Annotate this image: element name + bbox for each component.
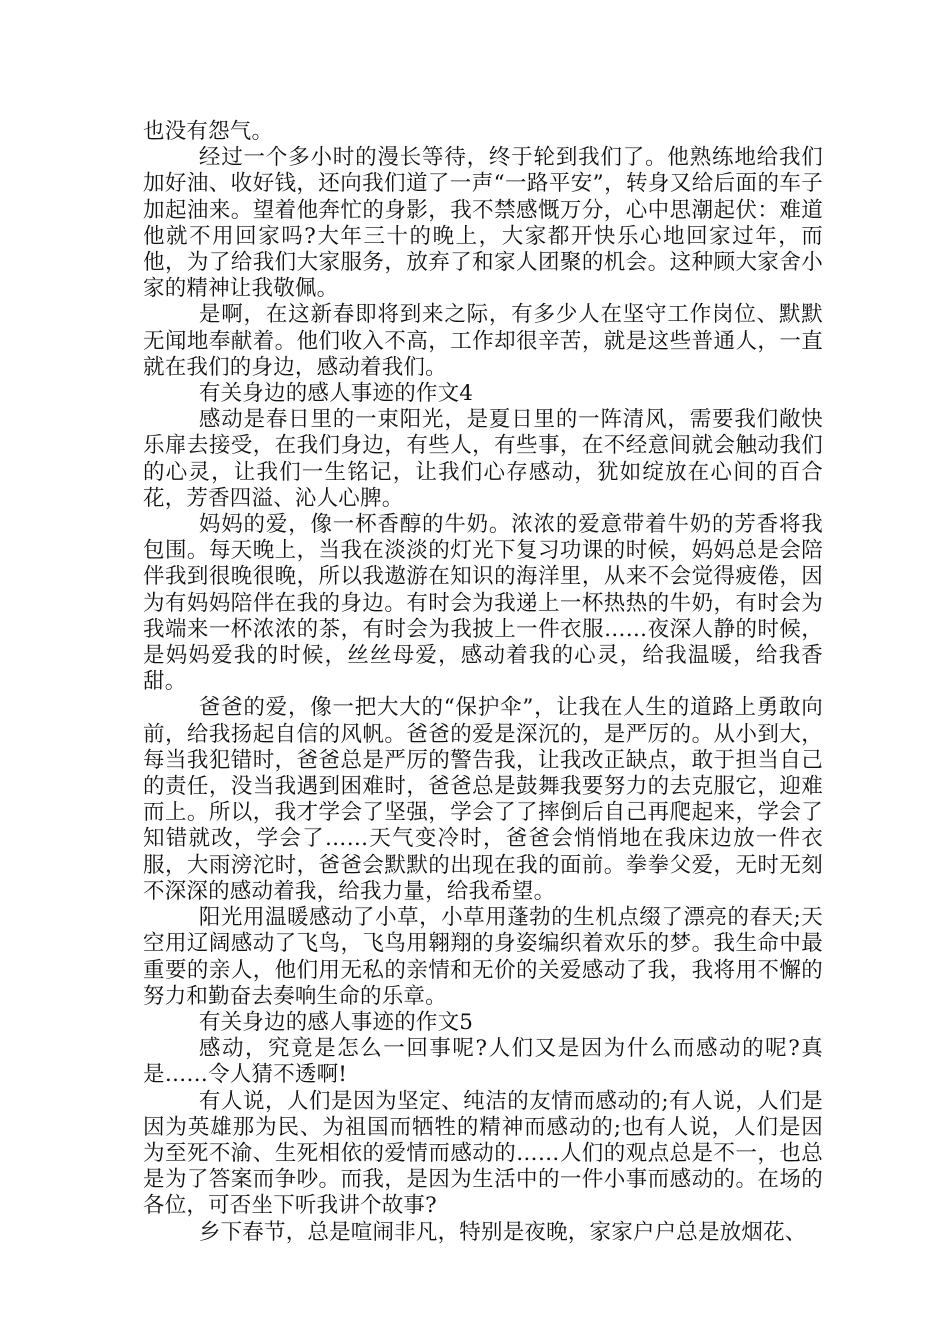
paragraph: 经过一个多小时的漫长等待，终于轮到我们了。他熟练地给我们加好油、收好钱，还向我们道了一声“一路平安”，转身又给后面的车子加起油来。望着他奔忙的身影，我不禁感慨万分，心中思潮起伏：难道他就不用回家吗?大年三十的晚上，大家都开快乐心地回家过年，而他，为了给我们大家服务，放弃了和家人团聚的机会。这种顾大家舍小家的精神让我敬佩。 <box>143 145 823 302</box>
paragraph: 有人说，人们是因为坚定、纯洁的友情而感动的;有人说，人们是因为英雄那为民、为祖国而牺牲的精神而感动的;也有人说，人们是因为至死不渝、生死相依的爱情而感动的……人们的观点总是不一，也总是为了答案而争吵。而我，是因为生活中的一件小事而感动的。在场的各位，可否坐下听我讲个故事? <box>143 1088 823 1219</box>
document-body <box>143 119 823 1246</box>
paragraph: 是啊，在这新春即将到来之际，有多少人在坚守工作岗位、默默无闻地奉献着。他们收入不高，工作却很辛苦，就是这些普通人，一直就在我们的身边，感动着我们。 <box>143 302 823 380</box>
paragraph: 乡下春节，总是喧闹非凡，特别是夜晚，家家户户总是放烟花、 <box>198 1219 807 1245</box>
paragraph: 爸爸的爱，像一把大大的“保护伞”，让我在人生的道路上勇敢向前，给我扬起自信的风帆。爸爸的爱是深沉的，是严厉的。从小到大，每当我犯错时，爸爸总是严厉的警告我，让我改正缺点，敢于担当自己的责任，没当我遇到困难时，爸爸总是鼓舞我要努力的去克服它，迎难而上。所以，我才学会了坚强，学会了了摔倒后自己再爬起来，学会了知错就改，学会了……天气变冷时，爸爸会悄悄地在我床边放一件衣服，大雨滂沱时，爸爸会默默的出现在我的面前。拳拳父爱，无时无刻不深深的感动着我，给我力量，给我希望。 <box>143 695 823 904</box>
paragraph: 也没有怨气。 <box>143 119 274 144</box>
section-heading: 有关身边的感人事迹的作文4 <box>198 381 474 407</box>
paragraph: 妈妈的爱，像一杯香醇的牛奶。浓浓的爱意带着牛奶的芳香将我包围。每天晚上，当我在淡淡的灯光下复习功课的时候，妈妈总是会陪伴我到很晚很晚，所以我遨游在知识的海洋里，从来不会觉得疲倦，因为有妈妈陪伴在我的身边。有时会为我递上一杯热热的牛奶，有时会为我端来一杯浓浓的茶，有时会为我披上一件衣服……夜深人静的时候，是妈妈爱我的时候，丝丝母爱，感动着我的心灵，给我温暖，给我香甜。 <box>143 512 823 695</box>
section-heading: 有关身边的感人事迹的作文5 <box>198 1009 474 1035</box>
paragraph: 感动，究竟是怎么一回事呢?人们又是因为什么而感动的呢?真是……令人猜不透啊! <box>143 1036 823 1088</box>
paragraph: 阳光用温暖感动了小草，小草用蓬勃的生机点缀了漂亮的春天;天空用辽阔感动了飞鸟，飞鸟用翱翔的身姿编织着欢乐的梦。我生命中最重要的亲人，他们用无私的亲情和无价的关爱感动了我，我将用不懈的努力和勤奋去奏响生命的乐章。 <box>143 905 823 1009</box>
paragraph: 感动是春日里的一束阳光，是夏日里的一阵清风，需要我们敞快乐扉去接受，在我们身边，有些人，有些事，在不经意间就会触动我们的心灵，让我们一生铭记，让我们心存感动，犹如绽放在心间的百合花，芳香四溢、沁人心脾。 <box>143 407 823 511</box>
